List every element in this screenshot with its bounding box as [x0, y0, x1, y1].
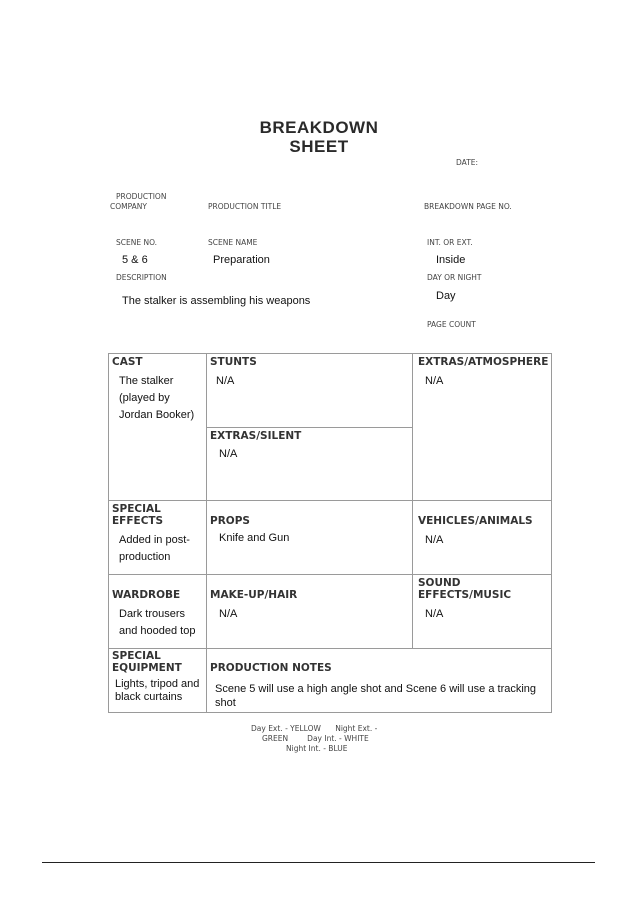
- cast-label: CAST: [112, 356, 143, 368]
- grid-top-border: [108, 353, 552, 354]
- makeup-hair-label: MAKE-UP/HAIR: [210, 589, 298, 601]
- breakdown-page-no-label: BREAKDOWN PAGE NO.: [424, 202, 512, 211]
- production-company-label-2: COMPANY: [110, 202, 147, 211]
- special-effects-label-2: EFFECTS: [112, 515, 164, 527]
- production-notes-line-1: Scene 5 will use a high angle shot and Scene 6 will use a tracking: [215, 683, 537, 695]
- wardrobe-line-1: Dark trousers: [119, 608, 186, 620]
- scene-no-value: 5 & 6: [122, 254, 148, 266]
- props-value: Knife and Gun: [219, 532, 290, 544]
- vehicles-animals-label: VEHICLES/ANIMALS: [418, 515, 533, 527]
- extras-silent-label: EXTRAS/SILENT: [210, 430, 302, 442]
- wardrobe-line-2: and hooded top: [119, 625, 196, 637]
- special-equipment-line-2: black curtains: [115, 691, 183, 703]
- production-notes-label: PRODUCTION NOTES: [210, 662, 332, 674]
- extras-atmosphere-value: N/A: [425, 375, 444, 387]
- scene-no-label: SCENE NO.: [116, 238, 158, 247]
- cast-line-3: Jordan Booker): [119, 409, 195, 421]
- row2-divider: [108, 574, 552, 575]
- sound-effects-value: N/A: [425, 608, 444, 620]
- row3-divider: [108, 648, 552, 649]
- scene-name-value: Preparation: [213, 254, 270, 266]
- sound-effects-label-2: EFFECTS/MUSIC: [418, 589, 512, 601]
- day-night-label: DAY OR NIGHT: [427, 273, 482, 282]
- grid-left-border: [108, 353, 109, 713]
- date-label: DATE:: [456, 158, 479, 167]
- stunts-value: N/A: [216, 375, 235, 387]
- stunts-divider: [206, 427, 412, 428]
- description-value: The stalker is assembling his weapons: [122, 295, 311, 307]
- cast-line-1: The stalker: [119, 375, 174, 387]
- extras-atmosphere-label: EXTRAS/ATMOSPHERE: [418, 356, 549, 368]
- description-label: DESCRIPTION: [116, 273, 167, 282]
- special-effects-line-1: Added in post-: [119, 534, 190, 546]
- page-subtitle: SHEET: [289, 137, 349, 156]
- grid-col2-divider: [412, 353, 413, 648]
- vehicles-animals-value: N/A: [425, 534, 444, 546]
- special-equipment-line-1: Lights, tripod and: [115, 678, 200, 690]
- special-effects-line-2: production: [119, 551, 171, 563]
- makeup-hair-value: N/A: [219, 608, 238, 620]
- grid-right-border: [551, 353, 552, 713]
- special-equipment-label-1: SPECIAL: [112, 650, 161, 662]
- color-legend-line-2: GREEN Day Int. - WHITE: [262, 734, 369, 743]
- int-ext-value: Inside: [436, 254, 466, 266]
- special-effects-label-1: SPECIAL: [112, 503, 161, 515]
- grid-col1-divider: [206, 353, 207, 713]
- grid-bottom-border: [108, 712, 552, 713]
- special-equipment-label-2: EQUIPMENT: [112, 662, 182, 674]
- cast-line-2: (played by: [119, 392, 170, 404]
- int-ext-label: INT. OR EXT.: [427, 238, 473, 247]
- production-title-label: PRODUCTION TITLE: [208, 202, 282, 211]
- page-title: BREAKDOWN: [259, 118, 379, 137]
- page-count-label: PAGE COUNT: [427, 320, 476, 329]
- row1-divider: [108, 500, 552, 501]
- footer-rule: [42, 862, 595, 863]
- wardrobe-label: WARDROBE: [112, 589, 181, 601]
- color-legend-line-3: Night Int. - BLUE: [286, 744, 348, 753]
- stunts-label: STUNTS: [210, 356, 257, 368]
- props-label: PROPS: [210, 515, 250, 527]
- day-night-value: Day: [436, 290, 456, 302]
- production-notes-line-2: shot: [215, 697, 236, 709]
- production-company-label-1: PRODUCTION: [116, 192, 167, 201]
- color-legend-line-1: Day Ext. - YELLOW Night Ext. -: [251, 724, 378, 733]
- sound-effects-label-1: SOUND: [418, 577, 461, 589]
- extras-silent-value: N/A: [219, 448, 238, 460]
- scene-name-label: SCENE NAME: [208, 238, 258, 247]
